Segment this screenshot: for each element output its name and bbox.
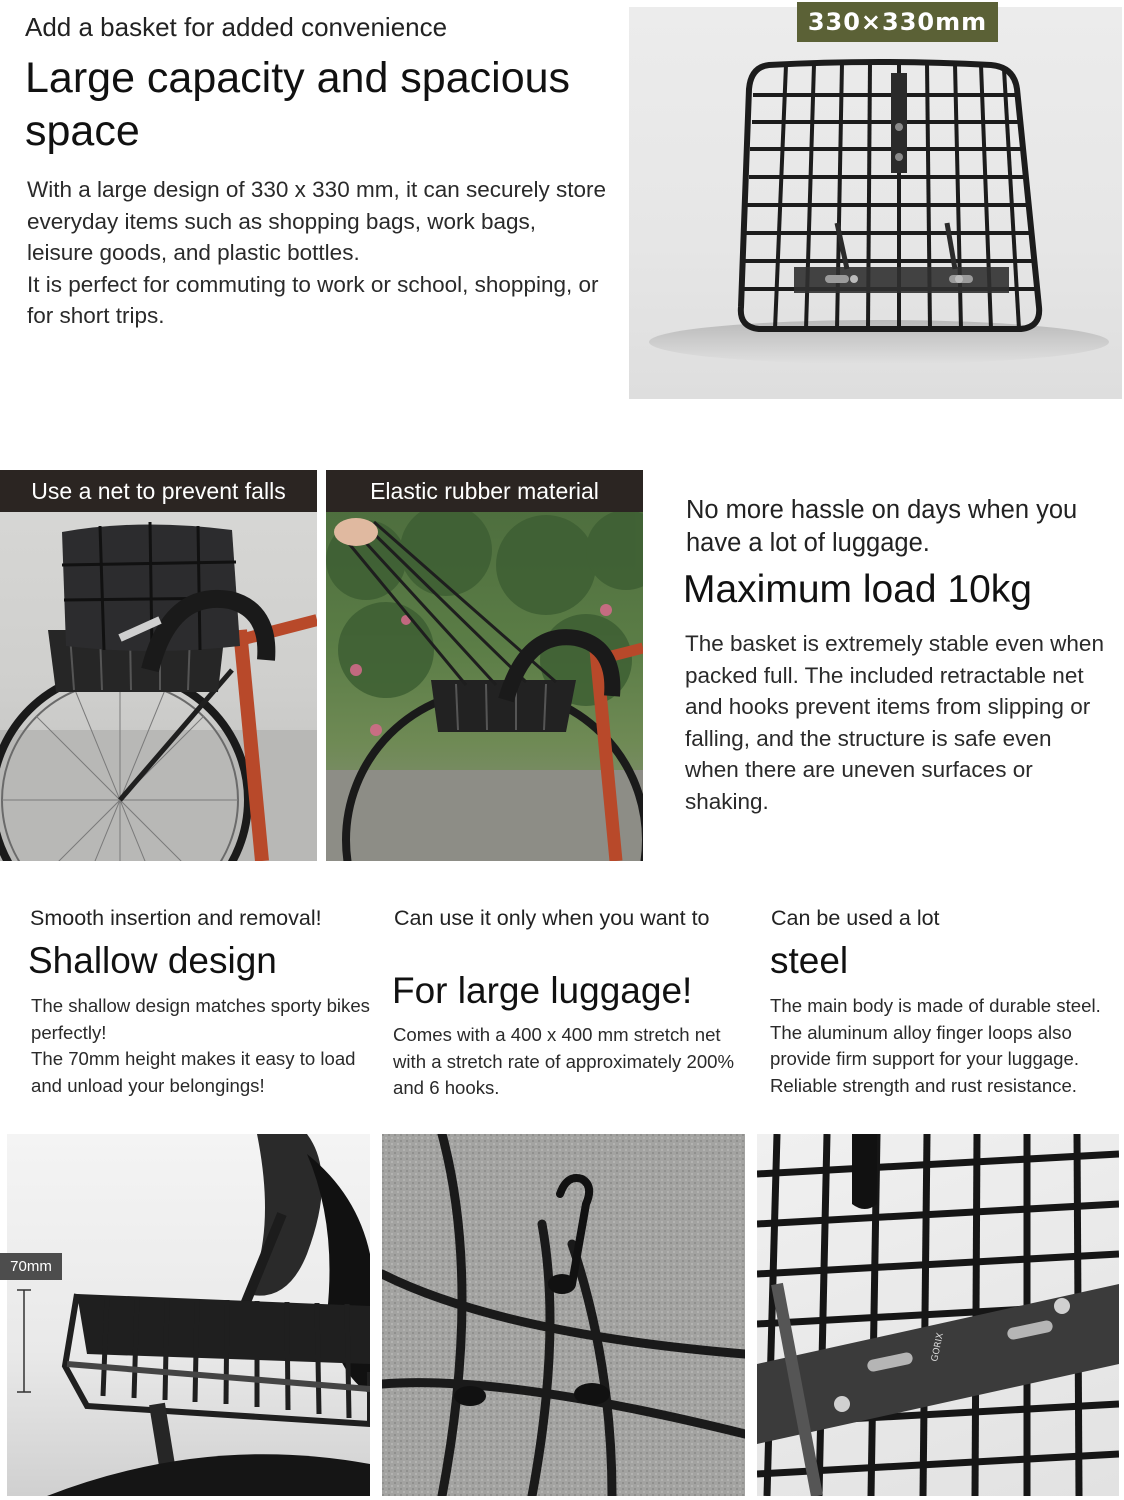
- shallow-basket-photo: [7, 1134, 370, 1496]
- shallow-basket-illustration: [7, 1134, 370, 1496]
- basket-product-photo: [629, 7, 1122, 399]
- size-badge: 330×330mm: [797, 2, 998, 42]
- net-hook-illustration: [382, 1134, 745, 1496]
- net-hook-closeup-photo: [382, 1134, 745, 1496]
- section1-body: [27, 174, 607, 332]
- col2-body: Comes with a 400 x 400 mm stretch net with a stretch rate of approximately 200% and 6 hooks.: [393, 1024, 735, 1098]
- net-bike-photo: [0, 470, 317, 861]
- net-photo-label: Use a net to prevent falls: [0, 470, 317, 512]
- steel-grid-illustration: [757, 1134, 1119, 1496]
- rubber-photo-label: Elastic rubber material: [326, 470, 643, 512]
- rubber-net-photo: [326, 470, 643, 861]
- col1-kicker: Smooth insertion and removal!: [30, 906, 322, 930]
- col1-title: Shallow design: [28, 940, 277, 981]
- col2-title: For large luggage!: [392, 970, 693, 1011]
- col3-body: The main body is made of durable steel. The aluminum alloy finger loops also provide firm support for your luggage. Reliable strength and rust resistance.: [770, 995, 1101, 1096]
- height-badge: 70mm: [0, 1253, 62, 1280]
- section1-body-line-1: With a large design of 330 x 330 mm, it can securely store everyday items such as shopping bags, work bags, leisure goods, and plastic bottles.: [27, 177, 607, 265]
- col1-body-line-1: The shallow design matches sporty bikes perfectly!: [31, 995, 370, 1043]
- col2-kicker: Can use it only when you want to: [394, 906, 710, 930]
- col3-title: steel: [770, 940, 849, 981]
- section1-title: Large capacity and spacious space: [25, 54, 571, 155]
- net-bike-illustration: [0, 470, 317, 861]
- col1-body: [31, 993, 376, 1099]
- section1-kicker: Add a basket for added convenience: [25, 12, 448, 42]
- steel-grid-closeup-photo: [757, 1134, 1119, 1496]
- wire-basket-illustration: [629, 7, 1122, 399]
- section2-kicker: No more hassle on days when you have a lot of luggage.: [686, 496, 1078, 557]
- gorix-logo-text: GORIX: [930, 1332, 946, 1363]
- section1-body-line-2: It is perfect for commuting to work or school, shopping, or for short trips.: [27, 271, 599, 328]
- section2-title: Maximum load 10kg: [683, 568, 1032, 611]
- col3-kicker: Can be used a lot: [771, 906, 940, 930]
- rubber-net-illustration: [326, 470, 643, 861]
- section2-body: The basket is extremely stable even when packed full. The included retractable net and hooks prevent items from slipping or falling, and the structure is safe even when there are uneven surfaces or shaking.: [685, 631, 1104, 814]
- col1-body-line-2: The 70mm height makes it easy to load and unload your belongings!: [31, 1048, 356, 1096]
